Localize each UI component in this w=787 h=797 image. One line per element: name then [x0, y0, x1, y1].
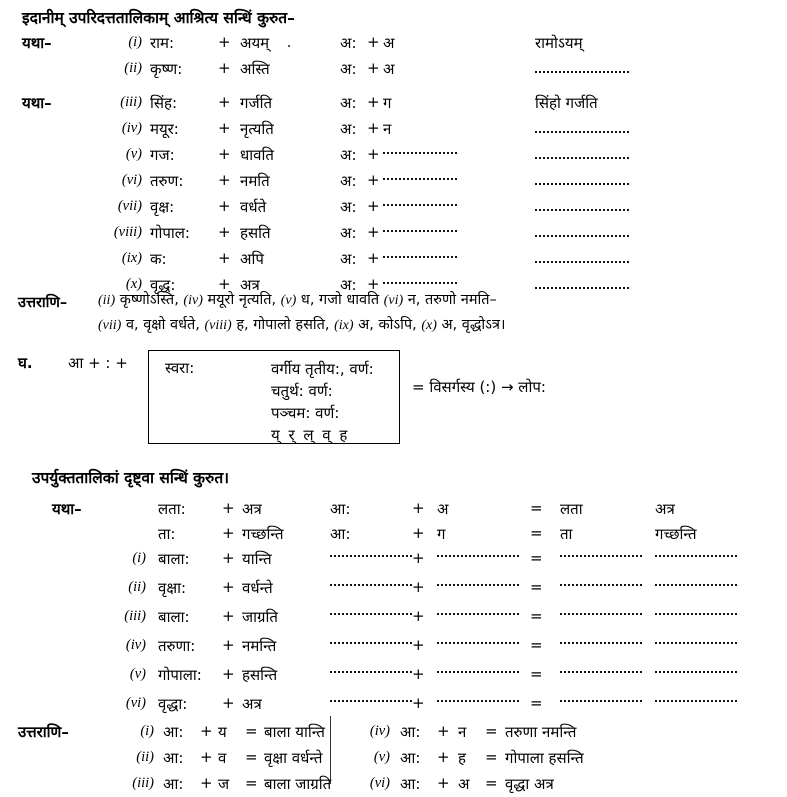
row-mid-blank: [383, 198, 457, 206]
row-result: गोपाला हसन्ति: [505, 749, 584, 767]
plus-sign: +: [367, 119, 380, 137]
answer-number: (ix): [334, 318, 354, 333]
row-result-second: अत्र: [655, 500, 675, 518]
row-consonant: व: [218, 749, 227, 767]
row-mid-blank: [383, 276, 457, 284]
plus-sign: +: [437, 722, 450, 740]
row-number: (ix): [121, 250, 142, 266]
table-row: [0, 142, 787, 168]
row-word-first: मयूर:: [150, 120, 179, 138]
row-result: बाला यान्ति: [264, 723, 325, 741]
plus-sign: +: [367, 33, 380, 51]
row-number: (i): [140, 723, 154, 739]
plus-sign: +: [412, 578, 425, 596]
row-mid-first-blank-wrap: [330, 631, 412, 649]
row-word-first: लता:: [158, 500, 186, 518]
row-word-second: अत्र: [242, 695, 262, 713]
row-word-first: वृक्ष:: [150, 198, 175, 216]
row-result: बाला जाग्रति: [264, 775, 332, 793]
row-word-first: बाला:: [158, 608, 190, 626]
row-mid-second-blank: [437, 694, 519, 702]
answer-number: (v): [280, 293, 297, 308]
row-number: (iv): [125, 637, 146, 653]
row-mid-second-blank-wrap: [437, 631, 519, 649]
plus-sign: +: [218, 145, 231, 163]
plus-sign: +: [367, 249, 380, 267]
equals-sign: =: [530, 694, 543, 712]
row-mid-first-blank-wrap: [330, 660, 412, 678]
row-result-second: गच्छन्ति: [655, 525, 697, 543]
row-number: (ii): [124, 60, 142, 76]
row-word-second: अत्र: [242, 500, 262, 518]
row-result-second-blank-wrap: [655, 631, 737, 649]
row-word-second: अयम्: [240, 34, 270, 52]
plus-sign: +: [222, 636, 235, 654]
row-result-blank: [535, 203, 629, 211]
rule-box: [148, 350, 400, 444]
row-result-second-blank: [655, 607, 737, 615]
exercise2-answers: [0, 719, 787, 797]
answer-text: मयूरो नृत्यति,: [207, 292, 277, 308]
row-number: (ii): [136, 749, 154, 765]
equals-sign: =: [530, 578, 543, 596]
row-mid-blank-wrap: [383, 193, 457, 211]
row-mid-second-blank: [437, 636, 519, 644]
row-result-first-blank: [560, 694, 642, 702]
row-word-second: अपि: [240, 250, 264, 268]
plus-sign: +: [222, 694, 235, 712]
row-result-first-blank: [560, 665, 642, 673]
row-word-second: अत्र: [240, 276, 260, 294]
row-vowel: आ:: [163, 749, 184, 767]
table-row: [0, 604, 787, 633]
plus-sign: +: [200, 722, 213, 740]
row-word-second: गच्छन्ति: [242, 525, 284, 543]
row-word-first: राम:: [150, 34, 175, 52]
row-word-second: जाग्रति: [242, 608, 278, 626]
row-word-second: अस्ति: [240, 60, 270, 78]
row-mid-letter: अ:: [340, 198, 357, 216]
row-result-blank-wrap: [535, 120, 629, 138]
row-mid-blank: [383, 172, 457, 180]
row-mid-letter: अ:: [340, 172, 357, 190]
row-number: (iii): [132, 775, 154, 791]
row-mid-blank-wrap: [383, 245, 457, 263]
row-mid-letter: अ:: [340, 94, 357, 112]
row-mid-second-blank-wrap: [437, 660, 519, 678]
row-word-second: गर्जति: [240, 94, 273, 112]
equals-sign: =: [530, 665, 543, 683]
row-mid-letter: अ:: [340, 34, 357, 52]
row-word-second: हसति: [240, 224, 271, 242]
table-row: [0, 575, 787, 604]
row-mid-first: आ:: [330, 525, 351, 543]
row-mid-second-blank-wrap: [437, 573, 519, 591]
answer-text: ह, गोपालो हसति,: [236, 317, 330, 333]
row-word-first: सिंह:: [150, 94, 178, 112]
row-mid-second-blank-wrap: [437, 602, 519, 620]
row-vowel: आ:: [400, 723, 421, 741]
row-vowel: आ:: [163, 775, 184, 793]
row-word-second: नृत्यति: [240, 120, 274, 138]
row-word-first: तरुण:: [150, 172, 184, 190]
answer-text: व, वृक्षो वर्धते,: [125, 317, 200, 333]
row-consonant: न: [458, 723, 467, 741]
row-mid-second: ग: [437, 525, 446, 543]
row-mid-first-blank: [330, 549, 412, 557]
plus-sign: +: [412, 636, 425, 654]
row-consonant: ह: [458, 749, 466, 767]
plus-sign: +: [437, 774, 450, 792]
plus-sign: +: [200, 748, 213, 766]
plus-sign: +: [222, 665, 235, 683]
row-result-blank: [535, 125, 629, 133]
row-result-blank: [535, 229, 629, 237]
row-result-second-blank: [655, 636, 737, 644]
row-result-second-blank: [655, 578, 737, 586]
answer-number: (iv): [183, 293, 203, 308]
row-word-first: गोपाल:: [150, 224, 190, 242]
row-number: (x): [125, 276, 142, 292]
row-number: (v): [129, 666, 146, 682]
row-result-first-blank-wrap: [560, 660, 642, 678]
row-result-blank: [535, 177, 629, 185]
rule-label: घ.: [18, 354, 33, 372]
row-result-blank-wrap: [535, 198, 629, 216]
row-consonant: अ: [458, 775, 470, 793]
plus-sign: +: [222, 499, 235, 517]
row-mid-first-blank-wrap: [330, 602, 412, 620]
exercise2-table: [0, 496, 787, 720]
row-mid-second-blank: [437, 549, 519, 557]
row-result-second-blank-wrap: [655, 573, 737, 591]
row-mid-letter: अ:: [340, 224, 357, 242]
table-row: [0, 30, 787, 56]
plus-sign: +: [218, 33, 231, 51]
row-number: (v): [125, 146, 142, 162]
rule-box-line-4: य् र् ल् व् ह: [271, 426, 350, 444]
plus-sign: +: [367, 145, 380, 163]
row-word-first: वृद्धा:: [158, 695, 188, 713]
row-result-blank: [535, 281, 629, 289]
row-number: (iii): [120, 94, 142, 110]
row-word-second: हसन्ति: [242, 666, 278, 684]
row-number: (iv): [369, 723, 390, 739]
table-row: [0, 56, 787, 90]
row-result-first-blank-wrap: [560, 631, 642, 649]
equals-sign: =: [485, 722, 498, 740]
row-mid-first-blank: [330, 665, 412, 673]
plus-sign: +: [412, 524, 425, 542]
plus-sign: +: [222, 549, 235, 567]
rule-box-line-2: चतुर्थ: वर्ण:: [271, 382, 333, 400]
row-vowel: आ:: [163, 723, 184, 741]
row-result-blank-wrap: [535, 224, 629, 242]
plus-sign: +: [367, 223, 380, 241]
answer-text: न, तरुणो नमति–: [407, 292, 497, 308]
row-word-first: गज:: [150, 146, 175, 164]
row-result-first-blank: [560, 607, 642, 615]
equals-sign: =: [245, 722, 258, 740]
row-result-second-blank: [655, 694, 737, 702]
row-result: सिंहो गर्जति: [535, 94, 598, 112]
row-result-second-blank-wrap: [655, 544, 737, 562]
exercise1-answers-line1: [98, 292, 497, 309]
answer-text: अ, वृद्धोऽत्र।: [441, 317, 506, 333]
answer-number: (vii): [98, 318, 122, 333]
row-mid-first-blank: [330, 578, 412, 586]
row-result-blank: [535, 151, 629, 159]
table-row: [0, 546, 787, 575]
row-word-second: नमति: [240, 172, 270, 190]
plus-sign: +: [367, 197, 380, 215]
plus-sign: +: [218, 249, 231, 267]
row-word-first: ता:: [158, 525, 176, 543]
row-result-first-blank-wrap: [560, 573, 642, 591]
row-result: रामोऽयम्: [535, 34, 583, 52]
exercise2-heading: उपर्युक्ततालिकां दृष्ट्वा सन्धिं कुरुत।: [32, 469, 230, 487]
row-number: (v): [373, 749, 390, 765]
row-number: (vi): [121, 172, 142, 188]
row-result-first-blank: [560, 636, 642, 644]
row-number: (i): [128, 34, 142, 50]
row-number: (iii): [124, 608, 146, 624]
row-number: (vii): [117, 198, 142, 214]
row-vowel: आ:: [400, 775, 421, 793]
row-mid-first-blank: [330, 607, 412, 615]
row-mid-letter: अ:: [340, 60, 357, 78]
row-word-first: वृद्ध:: [150, 276, 176, 294]
row-mid-second-blank: [437, 607, 519, 615]
plus-sign: +: [412, 607, 425, 625]
row-result-blank: [535, 65, 629, 73]
row-mid-first-blank-wrap: [330, 573, 412, 591]
equals-sign: =: [485, 748, 498, 766]
rule-box-right-terms: [271, 358, 374, 446]
row-number: (viii): [113, 224, 142, 240]
table-row: [0, 633, 787, 662]
table-row: [0, 662, 787, 691]
plus-sign: +: [367, 59, 380, 77]
row-mid-blank-wrap: [383, 167, 457, 185]
plus-sign: +: [222, 524, 235, 542]
row-mid-first-blank-wrap: [330, 689, 412, 707]
row-mid-second-blank-wrap: [437, 689, 519, 707]
row-result-blank-wrap: [535, 146, 629, 164]
row-mid-value: ग: [383, 94, 392, 112]
row-mid-blank: [383, 146, 457, 154]
row-result-blank-wrap: [535, 172, 629, 190]
plus-sign: +: [412, 694, 425, 712]
plus-sign: +: [218, 119, 231, 137]
plus-sign: +: [218, 197, 231, 215]
row-result-first-blank-wrap: [560, 544, 642, 562]
row-result-blank: [535, 255, 629, 263]
row-word-first: वृक्षा:: [158, 579, 187, 597]
row-mid-value: अ: [383, 60, 395, 78]
plus-sign: +: [367, 275, 380, 293]
row-mid-first-blank-wrap: [330, 544, 412, 562]
row-result-second-blank: [655, 549, 737, 557]
row-result: वृक्षा वर्धन्ते: [264, 749, 323, 767]
row-result-second-blank-wrap: [655, 602, 737, 620]
row-mid-second-blank-wrap: [437, 544, 519, 562]
rule-box-left-term: स्वरा:: [165, 359, 195, 377]
row-consonant: ज: [218, 775, 230, 793]
row-result-second-blank-wrap: [655, 660, 737, 678]
exercise1-answers-line2: [98, 317, 505, 334]
row-mid-letter: अ:: [340, 276, 357, 294]
table-row: [0, 116, 787, 142]
answer-number: (viii): [204, 318, 232, 333]
equals-sign: =: [245, 774, 258, 792]
row-mid-first-blank: [330, 694, 412, 702]
row-result-first-blank-wrap: [560, 602, 642, 620]
row-mid-second-blank: [437, 578, 519, 586]
row-word-second: वर्धते: [240, 198, 267, 216]
row-word-second: यान्ति: [242, 550, 272, 568]
yatha-label: यथा–: [22, 34, 52, 52]
equals-sign: =: [530, 549, 543, 567]
table-row: [0, 691, 787, 720]
exercise1-answers-label: उत्तराणि–: [18, 295, 68, 311]
row-result-blank-wrap: [535, 276, 629, 294]
row-mid-second-blank: [437, 665, 519, 673]
row-word-first: गोपाला:: [158, 666, 202, 684]
plus-sign: +: [222, 578, 235, 596]
table-row: [0, 745, 787, 771]
yatha-label: यथा–: [52, 500, 82, 518]
row-result-first-blank-wrap: [560, 689, 642, 707]
table-row: [0, 521, 787, 546]
equals-sign: =: [530, 499, 543, 517]
plus-sign: +: [222, 607, 235, 625]
row-mid-blank-wrap: [383, 271, 457, 289]
table-row: [0, 168, 787, 194]
equals-sign: =: [530, 524, 543, 542]
row-word-first: कृष्ण:: [150, 60, 183, 78]
plus-sign: +: [412, 549, 425, 567]
plus-sign: +: [367, 171, 380, 189]
answer-number: (ii): [98, 293, 116, 308]
plus-sign: +: [367, 93, 380, 111]
row-result-first-blank: [560, 578, 642, 586]
row-result-blank-wrap: [535, 250, 629, 268]
row-mid-letter: अ:: [340, 120, 357, 138]
row-number: (vi): [125, 695, 146, 711]
plus-sign: +: [437, 748, 450, 766]
rule-formula: आ + : +: [68, 354, 128, 372]
row-word-first: बाला:: [158, 550, 190, 568]
row-mid-value: अ: [383, 34, 395, 52]
exercise1-table: [0, 30, 787, 298]
equals-sign: =: [530, 607, 543, 625]
row-result: वृद्धा अत्र: [505, 775, 554, 793]
table-row: [0, 246, 787, 272]
equals-sign: =: [485, 774, 498, 792]
plus-sign: +: [218, 223, 231, 241]
row-mid-value: न: [383, 120, 392, 138]
table-row: [0, 719, 787, 745]
row-result-first: ता: [560, 525, 573, 543]
answer-text: ध, गजो धावति: [300, 292, 380, 308]
table-row: [0, 194, 787, 220]
row-word-first: क:: [150, 250, 167, 268]
exercise2-answers-label: उत्तराणि–: [18, 723, 69, 741]
row-result-first-blank: [560, 549, 642, 557]
row-mid-blank-wrap: [383, 141, 457, 159]
plus-sign: +: [412, 665, 425, 683]
table-row: [0, 496, 787, 521]
exercise1-heading: इदानीम् उपरिदत्ततालिकाम् आश्रित्य सन्धिं कुरुत–: [22, 9, 295, 27]
row-word-first: तरुणा:: [158, 637, 196, 655]
row-word-second: वर्धन्ते: [242, 579, 273, 597]
row-mid-letter: अ:: [340, 250, 357, 268]
row-vowel: आ:: [400, 749, 421, 767]
row-mid-second: अ: [437, 500, 449, 518]
rule-result: = विसर्गस्य (:) → लोप:: [412, 378, 546, 396]
answer-number: (vi): [383, 293, 404, 308]
row-result-second-blank: [655, 665, 737, 673]
plus-sign: +: [218, 59, 231, 77]
row-consonant: य: [218, 723, 227, 741]
row-result-second-blank-wrap: [655, 689, 737, 707]
row-mid-blank: [383, 250, 457, 258]
equals-sign: =: [530, 636, 543, 654]
answer-number: (x): [421, 318, 437, 333]
plus-sign: +: [218, 171, 231, 189]
plus-sign: +: [200, 774, 213, 792]
row-result-blank-wrap: [535, 60, 629, 78]
row-word-second: धावति: [240, 146, 274, 164]
rule-box-line-1: वर्गीय तृतीय:, वर्ण:: [271, 360, 374, 378]
plus-sign: +: [412, 499, 425, 517]
row-mid-first: आ:: [330, 500, 351, 518]
table-row: [0, 220, 787, 246]
row-mid-letter: अ:: [340, 146, 357, 164]
answer-text: कृष्णोऽस्ति,: [119, 292, 179, 308]
row-result-first: लता: [560, 500, 583, 518]
equals-sign: =: [245, 748, 258, 766]
plus-sign: +: [218, 275, 231, 293]
row-number: (iv): [121, 120, 142, 136]
row-result: तरुणा नमन्ति: [505, 723, 577, 741]
row-word-second: नमन्ति: [242, 637, 277, 655]
row-number: (i): [132, 550, 146, 566]
table-row: [0, 90, 787, 116]
row-mid-blank: [383, 224, 457, 232]
row-mid-blank-wrap: [383, 219, 457, 237]
row-mid-first-blank: [330, 636, 412, 644]
table-row: [0, 771, 787, 797]
plus-sign: +: [218, 93, 231, 111]
scan-artifact-dot: [288, 45, 290, 47]
row-number: (vi): [369, 775, 390, 791]
row-number: (ii): [128, 579, 146, 595]
rule-box-line-3: पञ्चम: वर्ण:: [271, 404, 340, 422]
answer-text: अ, कोऽपि,: [358, 317, 417, 333]
yatha-label: यथा–: [22, 94, 52, 112]
